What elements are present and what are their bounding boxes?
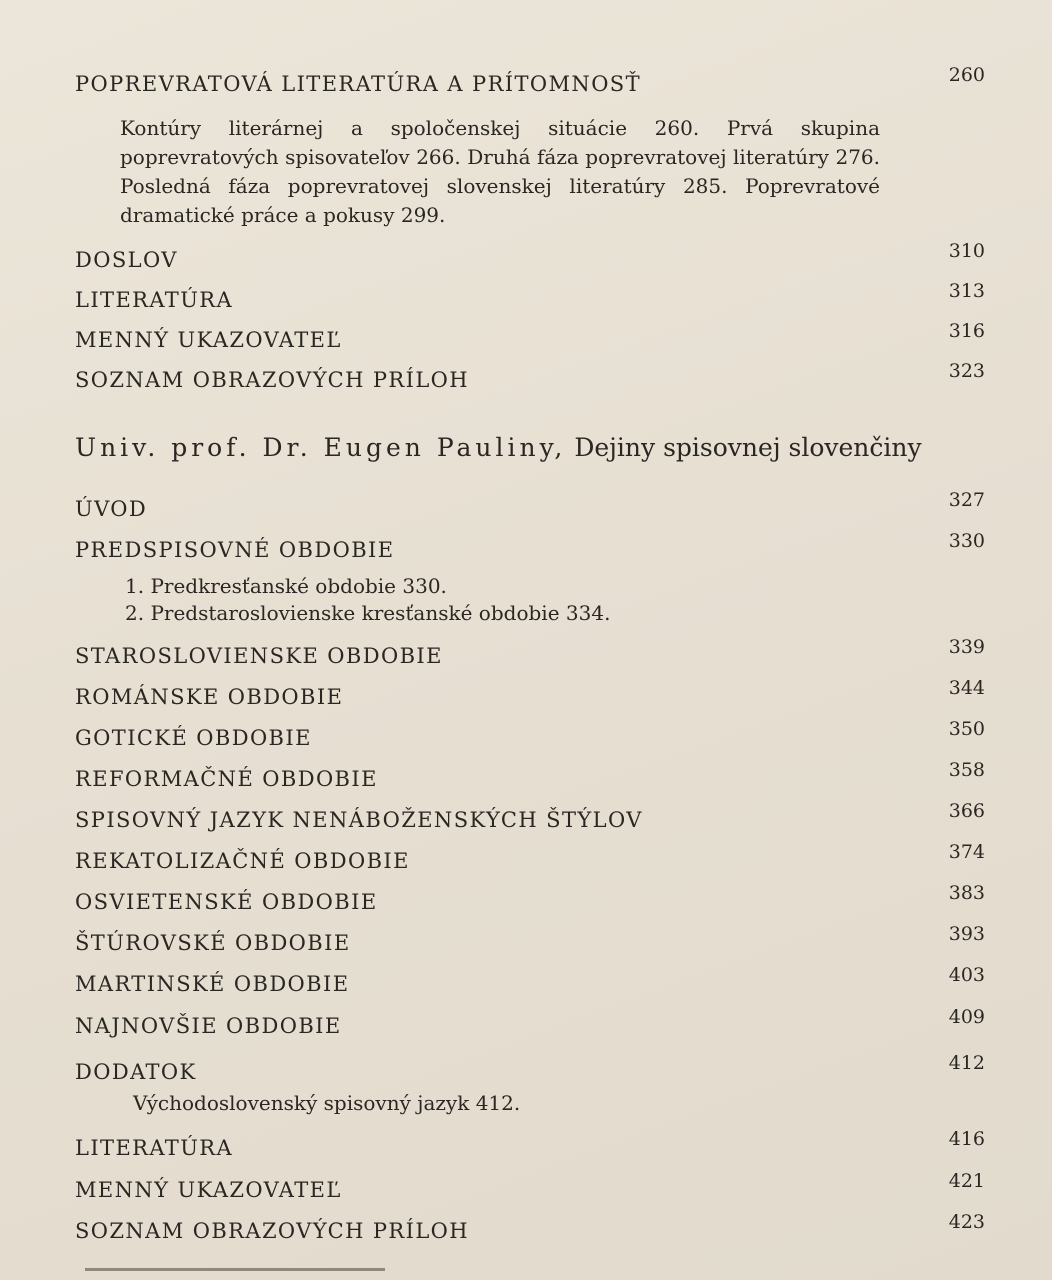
toc-entry (75, 280, 985, 316)
toc-entry (75, 677, 985, 713)
toc-entry-page: 339 (948, 636, 985, 658)
toc-entry-page: 423 (948, 1211, 985, 1233)
toc-subentry: 2. Predstaroslovienske kresťanské obdobie 334. (125, 601, 611, 625)
section-summary: Kontúry literárnej a spoločenskej situácie 260. Prvá skupina poprevratových spisovateľov 266. Druhá fáza poprevratovej literatúry 276. Posledná fáza poprevratovej slovenskej literatúry 285. Poprevratové dramatické práce a pokusy 299. (120, 116, 880, 227)
toc-entry-page: 409 (948, 1006, 985, 1028)
toc-entry (75, 489, 985, 525)
toc-entry-label: REKATOLIZAČNÉ OBDOBIE (75, 849, 410, 873)
toc-entry-label: OSVIETENSKÉ OBDOBIE (75, 890, 378, 914)
toc-subentry: 1. Predkresťanské obdobie 330. (125, 574, 447, 598)
toc-entry-label: LITERATÚRA (75, 288, 234, 312)
toc-entry-label: ŠTÚROVSKÉ OBDOBIE (75, 931, 351, 955)
toc-entry (75, 964, 985, 1000)
toc-entry-label: REFORMAČNÉ OBDOBIE (75, 767, 378, 791)
toc-entry-label: ROMÁNSKE OBDOBIE (75, 685, 344, 709)
toc-entry-page: 260 (948, 64, 985, 86)
toc-entry-page: 358 (948, 759, 985, 781)
toc-entry (75, 882, 985, 918)
toc-entry (75, 800, 985, 836)
toc-entry-page: 416 (948, 1128, 985, 1150)
cropped-next-line (85, 1268, 385, 1280)
toc-entry-label: POPREVRATOVÁ LITERATÚRA A PRÍTOMNOSŤ (75, 72, 641, 96)
toc-entry (75, 360, 985, 396)
toc-entry (75, 718, 985, 754)
toc-entry-page: 327 (948, 489, 985, 511)
toc-entry (75, 530, 985, 566)
toc-entry-label: ÚVOD (75, 497, 148, 521)
toc-entry (75, 1211, 985, 1247)
toc-entry-page: 421 (948, 1170, 985, 1192)
toc-entry (75, 1170, 985, 1206)
toc-entry-label: MENNÝ UKAZOVATEĽ (75, 1178, 342, 1202)
toc-entry-label: DODATOK (75, 1060, 197, 1084)
toc-entry-page: 344 (948, 677, 985, 699)
book-name: Dejiny spisovnej slovenčiny (574, 433, 922, 462)
toc-entry (75, 320, 985, 356)
toc-entry-poprevratova-literatura (75, 64, 985, 100)
toc-entry-label: NAJNOVŠIE OBDOBIE (75, 1014, 342, 1038)
toc-entry-label: GOTICKÉ OBDOBIE (75, 726, 312, 750)
toc-entry-page: 403 (948, 964, 985, 986)
toc-entry-label: DOSLOV (75, 248, 178, 272)
toc-entry-label: MARTINSKÉ OBDOBIE (75, 972, 350, 996)
toc-entry-page: 316 (948, 320, 985, 342)
toc-entry-label: MENNÝ UKAZOVATEĽ (75, 328, 342, 352)
toc-entry-page: 393 (948, 923, 985, 945)
toc-entry-page: 313 (948, 280, 985, 302)
toc-entry-label: SOZNAM OBRAZOVÝCH PRÍLOH (75, 368, 470, 392)
toc-entry-label: LITERATÚRA (75, 1136, 234, 1160)
toc-entry (75, 636, 985, 672)
toc-entry (75, 841, 985, 877)
toc-entry-label: SPISOVNÝ JAZYK NENÁBOŽENSKÝCH ŠTÝLOV (75, 808, 643, 832)
toc-entry (75, 1006, 985, 1042)
toc-entry (75, 1052, 985, 1088)
toc-entry (75, 923, 985, 959)
toc-entry-page: 323 (948, 360, 985, 382)
toc-entry-page: 383 (948, 882, 985, 904)
toc-entry-page: 350 (948, 718, 985, 740)
toc-entry-label: SOZNAM OBRAZOVÝCH PRÍLOH (75, 1219, 470, 1243)
book-author: Univ. prof. Dr. Eugen Pauliny, (75, 433, 567, 462)
toc-subentry: Východoslovenský spisovný jazyk 412. (133, 1091, 521, 1115)
toc-entry-label: STAROSLOVIENSKE OBDOBIE (75, 644, 443, 668)
toc-entry-page: 374 (948, 841, 985, 863)
book-title (75, 433, 985, 462)
toc-entry-page: 310 (948, 240, 985, 262)
toc-entry (75, 240, 985, 276)
toc-entry-label: PREDSPISOVNÉ OBDOBIE (75, 538, 395, 562)
toc-entry-page: 330 (948, 530, 985, 552)
toc-entry (75, 1128, 985, 1164)
toc-entry-page: 366 (948, 800, 985, 822)
toc-entry (75, 759, 985, 795)
toc-entry-page: 412 (948, 1052, 985, 1074)
